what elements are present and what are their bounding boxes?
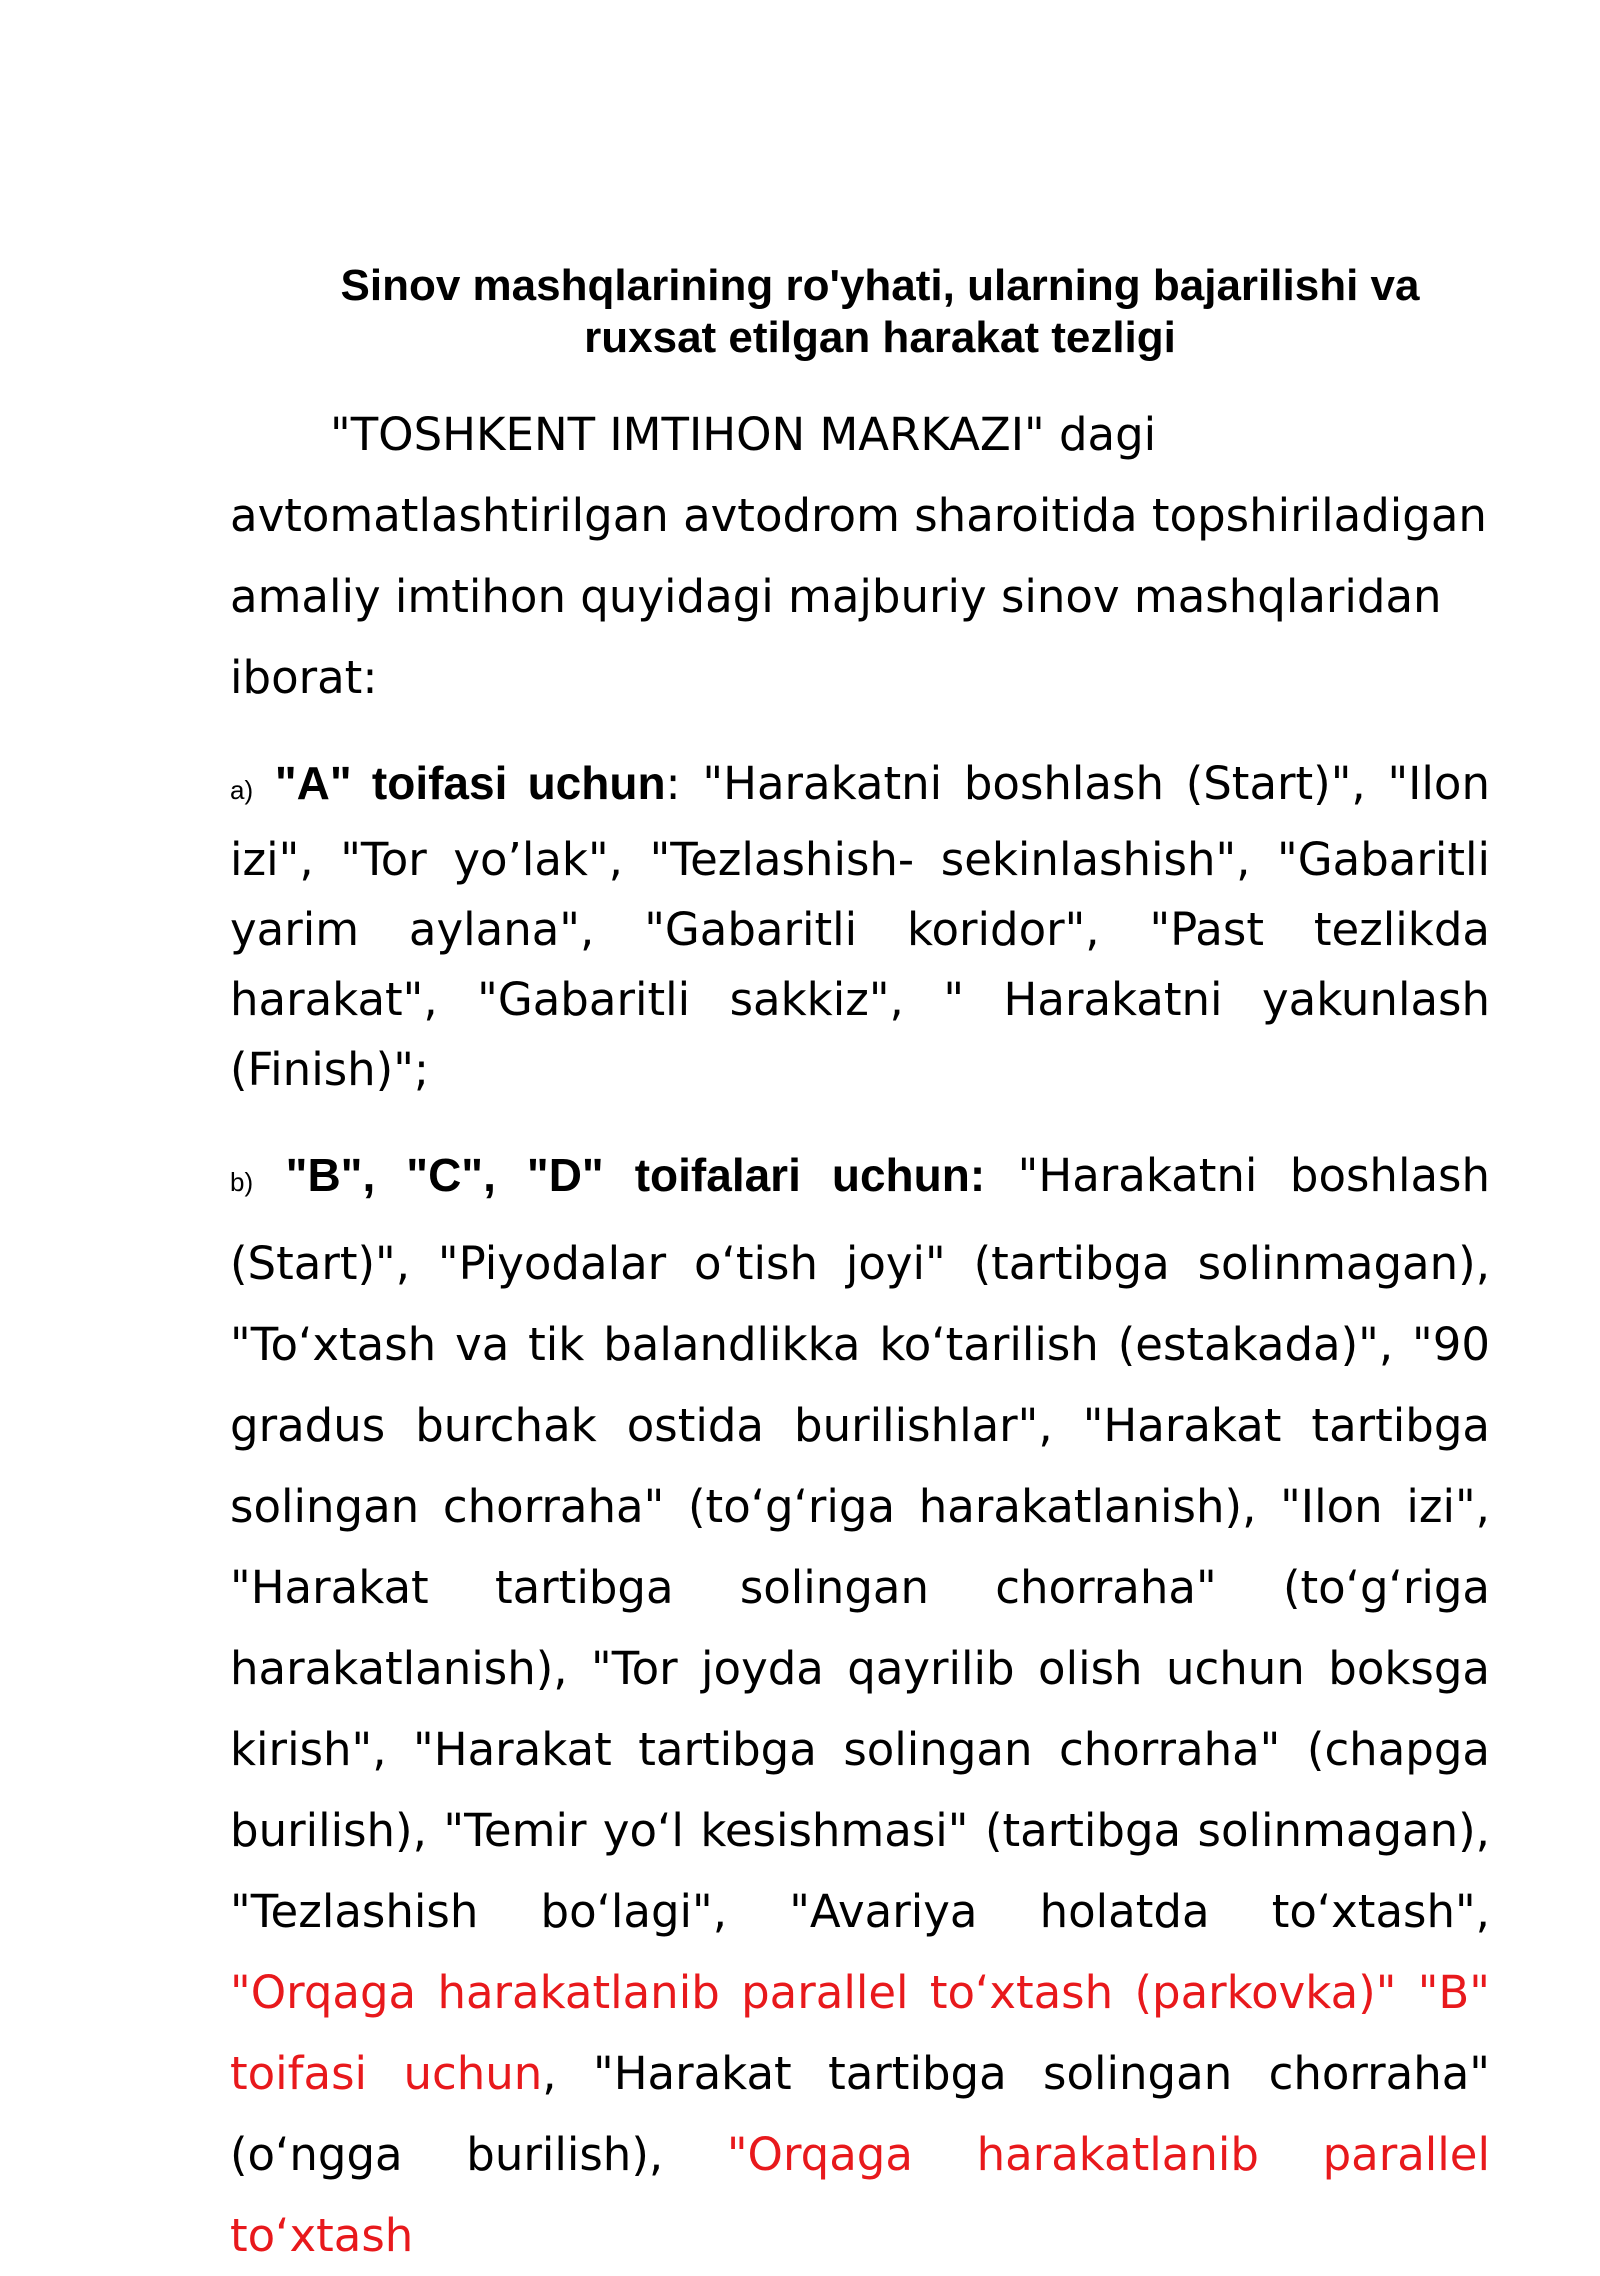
list-b-text-2: , "Harakat tartibga solingan chorraha" (o‘ngga burilish), [230,2047,1491,2181]
title-line-2: ruxsat etilgan harakat tezligi [584,313,1176,362]
category-a-label: "A" toifasi uchun [274,757,666,809]
intro-paragraph: "TOSHKENT IMTIHON MARKAZI" dagi avtomatlashtirilgan avtodrom sharoitida topshiriladigan amaliy imtihon quyidagi majburiy sinov mashqlaridan iborat: [230,408,1487,704]
title-line-1: Sinov mashqlarining ro'yhati, ularning bajarilishi va [340,261,1420,310]
document-title [270,260,1490,364]
list-marker-b: b) [230,1167,254,1197]
list-item-b [230,1135,1490,2276]
document-page [230,260,1490,2276]
category-bcd-label: "B", "C", "D" toifalari uchun: [285,1149,986,1201]
list-a-text: : "Harakatni boshlash (Start)", "Ilon izi", "Tor yo’lak", "Tezlashish- sekinlashish", "Gabaritli yarim aylana", "Gabaritli koridor", "Past tezlikda harakat", "Gabaritli sakkiz", " Harakatni yakunlash (Finish)"; [230,757,1490,1096]
list-b-text-1: "Harakatni boshlash (Start)", "Piyodalar o‘tish joyi" (tartibga solinmagan), "To‘xtash va tik balandlikka ko‘tarilish (estakada)", "90 gradus burchak ostida burilishlar", "Harakat tartibga solingan chorraha" (to‘g‘riga harakatlanish), "Ilon izi", "Harakat tartibga solingan chorraha" (to‘g‘riga harakatlanish), "Tor joyda qayrilib olish uchun boksga kirish", "Harakat tartibga solingan chorraha" (chapga burilish), "Temir yo‘l kesishmasi" (tartibga solinmagan), "Tezlashish bo‘lagi", "Avariya holatda to‘xtash", [230,1149,1490,1938]
list-marker-a: a) [230,775,254,805]
highlight-text-1: "Orqaga harakatlanib parallel to‘xtash (parkovka)" "B" toifasi uchun [230,1966,1490,2100]
highlight-text-2: "Orqaga harakatlanib parallel to‘xtash [230,2128,1490,2262]
list-item-a [230,748,1490,1105]
